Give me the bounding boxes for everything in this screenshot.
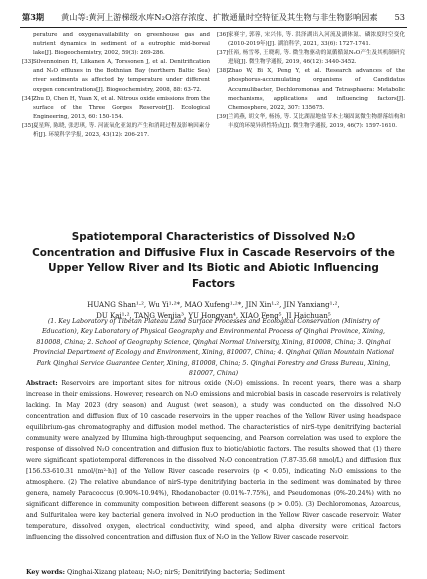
reference-item [217, 113, 405, 131]
english-title-block [30, 230, 397, 321]
keywords-text: Qinghai-Xizang plateau; N₂O; nirS; Denitrifying bacteria; Sediment [67, 568, 285, 576]
reference-text: Zhao W, Bi X, Peng Y, et al. Research advances of the phosphorus-accumulating organisms of Candidatus Accumulibacter, Dechloromonas and Tetrasphaera: Metabolic mechanisms, applications and influencing factors[J]. Chemosphere, 2022, 307: 135675. [228, 68, 405, 111]
reference-item [217, 31, 405, 49]
reference-number: [35] [22, 122, 34, 129]
reference-text: 兰鸿燕, 胡文华, 杨扬, 等. 艾比湖湿地盐节木土壤固氮微生物群落结构和丰度的环境异质性特点[J]. 微生物学通报, 2019, 46(7): 1597-1610. [228, 113, 405, 129]
reference-number: [36] [217, 32, 229, 38]
reference-item [217, 49, 405, 67]
reference-number: [37] [217, 50, 229, 57]
running-header [22, 8, 405, 26]
reference-text: 家赛宇, 郭蓉, 宋兴伟, 等. 洪泽湖出入河流及湖体氮、磷浓度时空变化(2010-2019年)[J]. 湖泊科学, 2021, 33(6): 1727-1741. [228, 32, 405, 48]
reference-number: [34] [22, 95, 34, 102]
reference-item [217, 67, 405, 112]
reference-text: 夏星辉, 陈晓, 张思琪, 等. 河流氧化亚氮的产生和消耗过程及影响因素分析[J]. 环境科学学报, 2023, 43(12): 206-217. [33, 122, 210, 139]
reference-item [22, 58, 210, 94]
affiliations: (1. Key Laboratory of Tibetan Plateau Land Surface Processes and Ecological Conservation (Ministry of Education), Key Laboratory of Physical Geography and Environmental Process of Qinghai Province, Xining, 810008, China; 2. School of Geography Science, Qinghai Normal University, Xining, 810008, China; 3. Qinghai Provincial Department of Ecology and Environment, Xining, 810007, China; 4. Qinghai Qilian Mountain National Park Qinghai Service Guarantee Center, Xining, 810008, China; 5. Qinghai Forestry and Grass Bureau, Xining, 810007, China) [33, 318, 394, 378]
reference-item [22, 122, 210, 140]
reference-list [22, 31, 405, 226]
reference-number: [38] [217, 68, 229, 75]
paper-title: Spatiotemporal Characteristics of Dissolved N₂O Concentration and Diffusive Flux in Cascade Reservoirs of the Upper Yellow River and Its Biotic and Abiotic Influencing Factors [32, 231, 395, 290]
reference-column-left [22, 31, 210, 226]
author-line: DU Kai¹·², TANG Wenjia³, YU Hongyan⁴, XIAO Feng⁵, JI Haichuan⁵ [96, 311, 331, 320]
reference-item [22, 95, 210, 122]
abstract-text: Reservoirs are important sites for nitrous oxide (N₂O) emissions. In recent years, there was a sharp increase in their emissions. However, research on N₂O emissions and microbial basis in cascade reservoirs is relatively lacking. In May 2023 (dry season) and August (wet season), a study was conducted on the dissolved N₂O concentration and diffusion flux of 10 cascade reservoirs in the upper reaches of the Yellow River using headspace equilibrium-gas chromatography and diffusion model method. The characteristics of nirS-type denitrifying bacterial community were analyzed by Illumina high-throughput sequencing, and Pearson correlation was used to explore the response of dissolved N₂O concentration and diffusion flux to biotic/abiotic factors. The results showed that (1) there were significant spatiotemporal differences in the dissolved N₂O concentration (7.87-35.68 nmol/L) and diffusion flux [156.53-610.31 nmol/(m²·h)] of the Yellow River cascade reservoirs (p < 0.05), indicating N₂O emissions to the atmosphere. (2) The relative abundance of nirS-type denitrifying bacteria in the sediment was dominated by three genera, namely Paracoccus (0.90%-10.94%), Rhodanobacter (0.01%-7.75%), and Pseudomonas (0%-20.24%) with no significant difference in community composition between different seasons (p > 0.05). (3) Dechloromonas, Azoarcus, and Sulfuritalea were key bacterial genera involved in N₂O production in the Yellow River cascade reservoir. Water temperature, dissolved oxygen, electrical conductivity, wind speed, and alpha diversity were critical factors influencing the dissolved concentration and diffusion flux of N₂O in the Yellow River cascade reservoir. [26, 380, 402, 541]
keywords-label: Key words: [26, 568, 65, 576]
reference-number: [33] [22, 59, 34, 66]
author-line: HUANG Shan¹·², Wu Yi¹·²*, MAO Xufeng¹·²*, JIN Xin¹·², JIN Yanxiang¹·², [87, 301, 340, 309]
reference-text: Silvennoinen H, Liikanen A, Torssonen J, et al. Denitrification and N₂O effluxes in the Bothnian Bay (northern Baltic Sea) river sediments as affected by temperature under different oxygen concentrations[J]. Biogeochemistry, 2008, 88: 63-72. [33, 59, 210, 93]
abstract [26, 378, 401, 543]
reference-text: 任裕, 杨雪琴, 王晓莉, 等. 微生物驱动的氮循循氮N₂O产生及其机制研究进展[J]. 微生物学通报, 2019, 46(12): 3440-3452. [228, 50, 405, 66]
issue-label: 第3期 [22, 12, 45, 22]
reference-text: perature and oxygenavailability on greenhouse gas and nutrient dynamics in sediment of a eutrophic mid-boreal lake[J]. Biogeochemistry, 2002, 59(3): 269-286. [33, 32, 210, 57]
running-title: 黄山等:黄河上游梯级水库N₂O溶存浓度、扩散通量时空特征及其生物与非生物影响因素 [60, 12, 378, 22]
keywords [26, 568, 401, 577]
header-rule [20, 27, 407, 28]
reference-number: [39] [217, 113, 229, 120]
page-number: 53 [394, 12, 405, 22]
reference-text: Zhu D, Chen H, Yuan X, et al. Nitrous oxide emissions from the surface of the Three Gorges Reservoir[J]. Ecological Engineering, 2013, 60: 150-154. [33, 95, 210, 120]
reference-column-right [217, 31, 405, 226]
reference-item [22, 31, 210, 58]
reference-number [22, 31, 33, 58]
abstract-label: Abstract: [26, 380, 58, 387]
